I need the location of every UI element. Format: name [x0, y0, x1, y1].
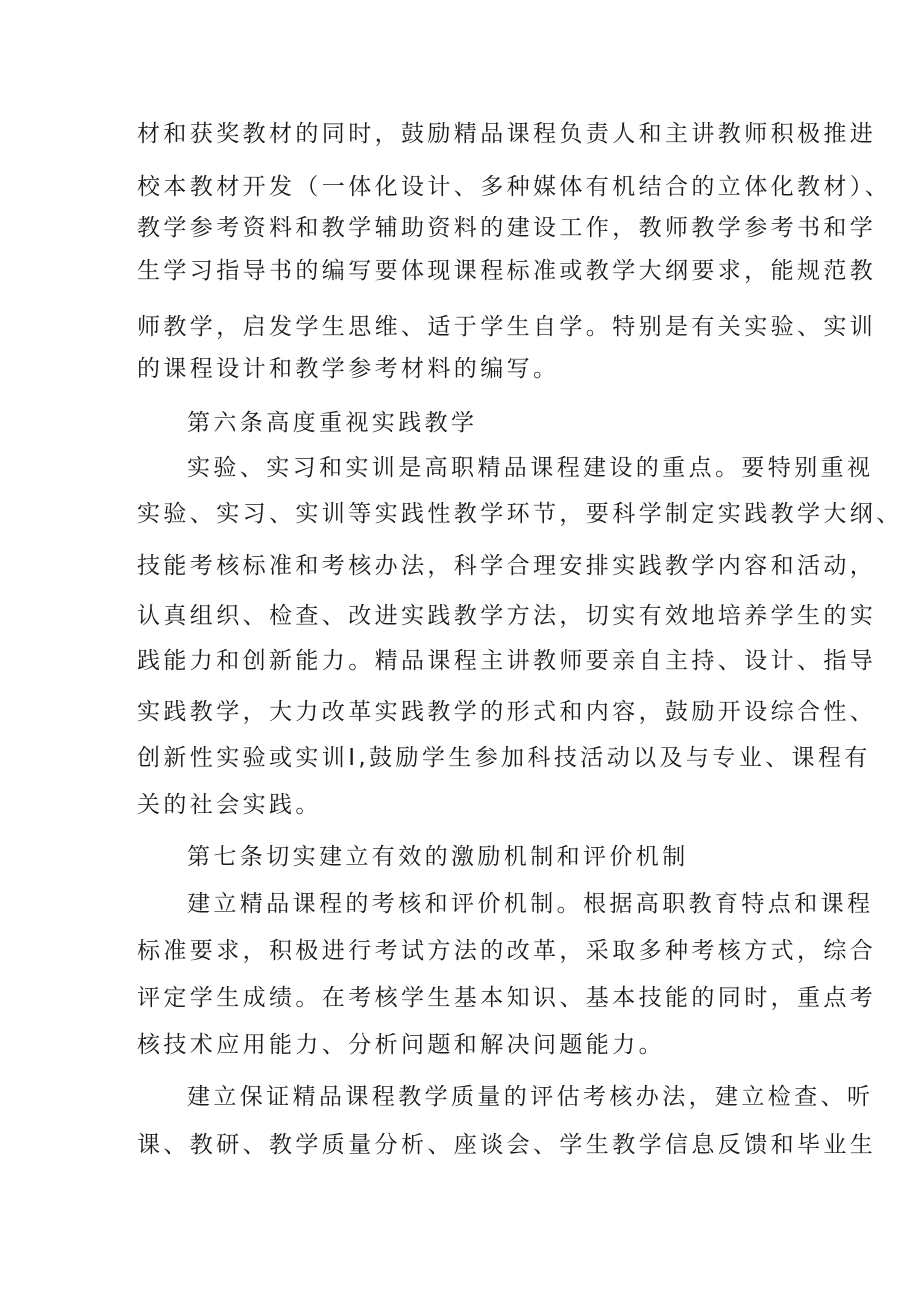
paragraph-line: 践能力和创新能力。精品课程主讲教师要亲自主持、设计、指导	[137, 648, 877, 674]
paragraph-line: 建立保证精品课程教学质量的评估考核办法，建立检查、听	[187, 1084, 874, 1110]
paragraph-line: 生学习指导书的编写要体现课程标准或教学大纲要求，能规范教	[137, 258, 877, 284]
paragraph-line: 实验、实习、实训等实践性教学环节，要科学制定实践教学大纲、	[137, 501, 903, 527]
paragraph-line: 课、教研、教学质量分析、座谈会、学生教学信息反馈和毕业生	[137, 1132, 877, 1158]
paragraph-line: 校本教材开发（一体化设计、多种媒体有机结合的立体化教材）、	[137, 174, 892, 200]
paragraph-line: 评定学生成绩。在考核学生基本知识、基本技能的同时，重点考	[137, 985, 877, 1011]
paragraph-line: 教学参考资料和教学辅助资料的建设工作，教师教学参考书和学	[137, 215, 877, 241]
paragraph-line: 关的社会实践。	[137, 792, 322, 818]
section-heading: 第七条切实建立有效的激励机制和评价机制	[187, 844, 689, 870]
paragraph-line: 认真组织、检查、改进实践教学方法，切实有效地培养学生的实	[137, 603, 877, 629]
paragraph-line: 建立精品课程的考核和评价机制。根据高职教育特点和课程	[187, 891, 874, 917]
paragraph-line: 实践教学，大力改革实践教学的形式和内容，鼓励开设综合性、	[137, 699, 877, 725]
paragraph-line: 材和获奖教材的同时，鼓励精品课程负责人和主讲教师积极推进	[137, 121, 877, 147]
paragraph-line: 标准要求，积极进行考试方法的改革，采取多种考核方式，综合	[137, 938, 877, 964]
paragraph-line: 师教学，启发学生思维、适于学生自学。特别是有关实验、实训	[137, 314, 877, 340]
paragraph-line: 技能考核标准和考核办法，科学合理安排实践教学内容和活动，	[137, 553, 877, 579]
paragraph-line: 实验、实习和实训是高职精品课程建设的重点。要特别重视	[187, 455, 874, 481]
paragraph-line: 的课程设计和教学参考材料的编写。	[137, 356, 560, 382]
section-heading: 第六条高度重视实践教学	[187, 410, 478, 436]
paragraph-line: 核技术应用能力、分析问题和解决问题能力。	[137, 1032, 665, 1058]
paragraph-line: 创新性实验或实训I,鼓励学生参加科技活动以及与专业、课程有	[137, 745, 871, 771]
